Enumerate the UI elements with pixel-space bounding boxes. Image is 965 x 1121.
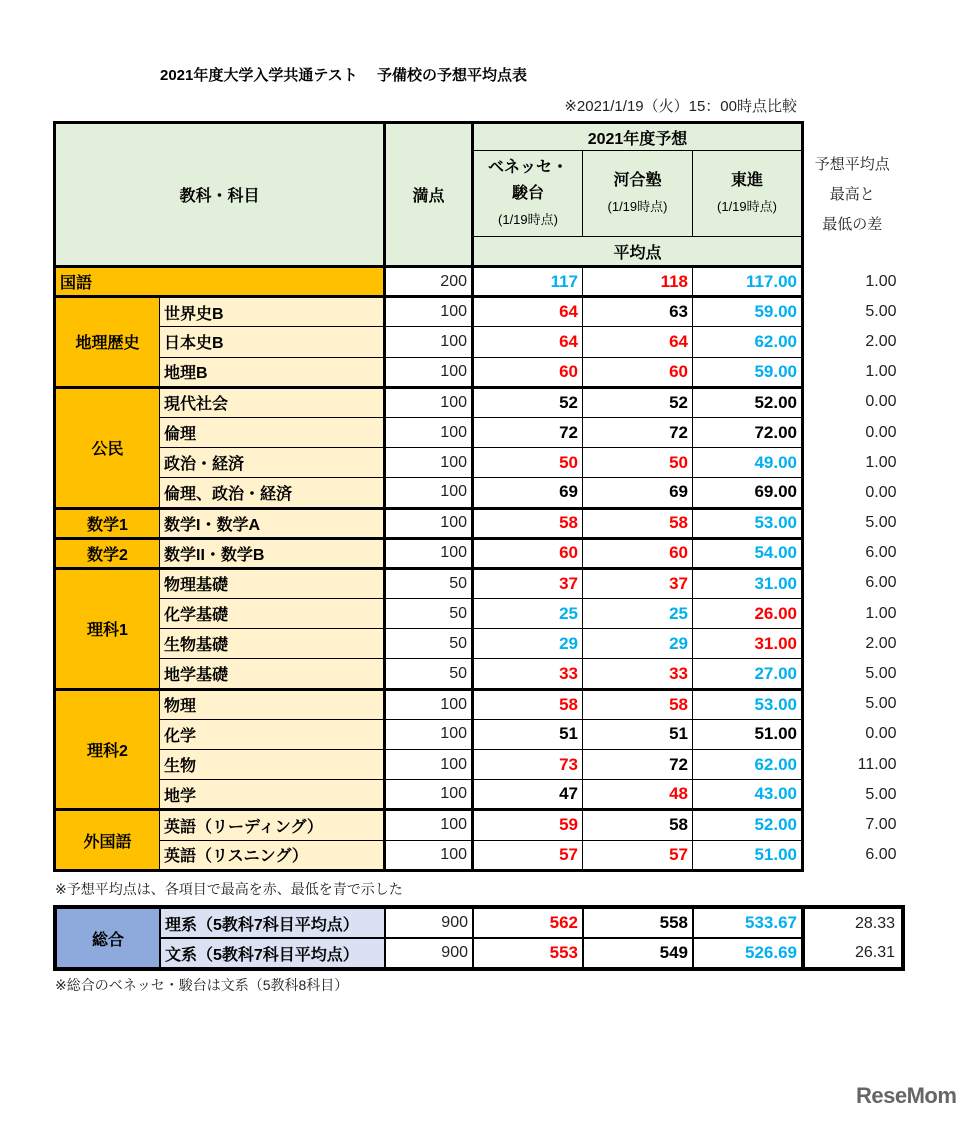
score-diff: 11.00 [803,750,903,780]
page-title: 2021年度大学入学共通テスト 予備校の予想平均点表 [160,67,527,84]
score-benesse: 69 [473,478,583,508]
score-kawai: 50 [583,448,693,478]
score-diff: 1.00 [803,448,903,478]
subject-label: 化学基礎 [160,599,385,629]
score-toshin: 72.00 [693,417,803,447]
score-kawai: 549 [583,938,693,969]
score-benesse: 64 [473,327,583,357]
score-kawai: 51 [583,719,693,749]
score-benesse: 73 [473,750,583,780]
score-benesse: 64 [473,297,583,327]
score-benesse: 60 [473,538,583,568]
table-row [55,719,903,749]
school-name: 駿台 [511,184,544,202]
full-score: 100 [385,810,473,840]
table-row [55,568,903,598]
subject-label: 化学 [160,719,385,749]
table-row [55,508,903,538]
table-row [55,840,903,870]
score-toshin: 31.00 [693,629,803,659]
score-toshin: 52.00 [693,810,803,840]
score-toshin: 53.00 [693,689,803,719]
score-diff: 2.00 [803,327,903,357]
subject-label: 倫理 [160,417,385,447]
subject-label: 数学II・数学B [160,538,385,568]
score-diff: 2.00 [803,629,903,659]
table-row [55,387,903,417]
header-school-toshin [693,151,803,237]
subject-label: 物理 [160,689,385,719]
score-toshin: 117.00 [693,267,803,297]
score-benesse: 60 [473,357,583,387]
header-forecast: 2021年度予想 [473,123,803,151]
score-diff: 0.00 [803,417,903,447]
header-diff [803,123,903,267]
score-toshin: 59.00 [693,297,803,327]
score-benesse: 29 [473,629,583,659]
score-toshin: 533.67 [693,907,803,938]
subject-label: 英語（リスニング） [160,840,385,870]
header-diff-line: 最低の差 [822,215,883,233]
score-benesse: 59 [473,810,583,840]
score-toshin: 26.00 [693,599,803,629]
school-date: (1/19時点) [717,198,777,214]
full-score: 50 [385,599,473,629]
score-kawai: 48 [583,780,693,810]
score-kawai: 60 [583,357,693,387]
score-benesse: 51 [473,719,583,749]
score-kawai: 558 [583,907,693,938]
full-score: 100 [385,357,473,387]
subject-label: 地学基礎 [160,659,385,689]
full-score: 100 [385,840,473,870]
score-diff: 5.00 [803,508,903,538]
subject-label: 生物 [160,750,385,780]
table-row [55,357,903,387]
group-label: 国語 [55,267,385,297]
score-toshin: 62.00 [693,750,803,780]
score-kawai: 58 [583,810,693,840]
score-kawai: 52 [583,387,693,417]
full-score: 50 [385,568,473,598]
summary-row [55,907,903,938]
subject-label: 倫理、政治・経済 [160,478,385,508]
full-score: 100 [385,417,473,447]
group-label: 理科1 [55,568,160,689]
subject-label: 地学 [160,780,385,810]
header-school-kawai [583,151,693,237]
full-score: 100 [385,387,473,417]
school-name: 河合塾 [613,171,662,189]
header-subject: 教科・科目 [55,123,385,267]
score-diff: 0.00 [803,387,903,417]
table-row [55,599,903,629]
group-label: 数学1 [55,508,160,538]
score-kawai: 72 [583,417,693,447]
full-score: 100 [385,297,473,327]
score-diff: 5.00 [803,297,903,327]
subject-label: 日本史B [160,327,385,357]
full-score: 100 [385,689,473,719]
score-toshin: 59.00 [693,357,803,387]
full-score: 100 [385,448,473,478]
score-diff: 6.00 [803,568,903,598]
score-benesse: 58 [473,508,583,538]
school-date: (1/19時点) [607,198,668,214]
group-label: 地理歴史 [55,297,160,388]
summary-table [53,905,905,971]
table-row [55,629,903,659]
score-benesse: 58 [473,689,583,719]
score-kawai: 63 [583,297,693,327]
full-score: 100 [385,478,473,508]
header-diff-line: 最高と [829,185,875,203]
table-row [55,297,903,327]
subject-label: 政治・経済 [160,448,385,478]
table-row [55,659,903,689]
score-diff: 5.00 [803,689,903,719]
school-date: (1/19時点) [498,211,558,227]
score-diff: 1.00 [803,357,903,387]
score-benesse: 57 [473,840,583,870]
full-score: 900 [385,907,473,938]
score-diff: 7.00 [803,810,903,840]
score-benesse: 50 [473,448,583,478]
score-kawai: 37 [583,568,693,598]
subject-label: 生物基礎 [160,629,385,659]
group-label: 外国語 [55,810,160,870]
score-kawai: 57 [583,840,693,870]
school-name: ベネッセ・ [487,158,568,176]
table-row [55,478,903,508]
full-score: 100 [385,538,473,568]
summary-label: 総合 [55,907,160,969]
full-score: 50 [385,659,473,689]
score-toshin: 43.00 [693,780,803,810]
full-score: 900 [385,938,473,969]
score-benesse: 25 [473,599,583,629]
score-benesse: 47 [473,780,583,810]
table-row [55,780,903,810]
score-kawai: 58 [583,689,693,719]
score-toshin: 52.00 [693,387,803,417]
score-kawai: 58 [583,508,693,538]
score-toshin: 526.69 [693,938,803,969]
full-score: 100 [385,508,473,538]
score-toshin: 51.00 [693,840,803,870]
school-name: 東進 [730,171,763,189]
score-benesse: 553 [473,938,583,969]
score-kawai: 60 [583,538,693,568]
score-diff: 1.00 [803,599,903,629]
header-average: 平均点 [473,237,803,267]
score-diff: 5.00 [803,780,903,810]
group-label: 数学2 [55,538,160,568]
score-diff: 0.00 [803,478,903,508]
table-row [55,327,903,357]
full-score: 100 [385,750,473,780]
group-label: 公民 [55,387,160,508]
full-score: 100 [385,780,473,810]
full-score: 200 [385,267,473,297]
score-diff: 5.00 [803,659,903,689]
summary-subject: 理系（5教科7科目平均点） [160,907,385,938]
score-toshin: 69.00 [693,478,803,508]
score-kawai: 64 [583,327,693,357]
score-diff: 0.00 [803,719,903,749]
color-note: ※予想平均点は、各項目で最高を赤、最低を青で示した [55,881,403,897]
score-benesse: 52 [473,387,583,417]
score-toshin: 62.00 [693,327,803,357]
score-toshin: 27.00 [693,659,803,689]
score-toshin: 31.00 [693,568,803,598]
table-row [55,750,903,780]
score-toshin: 51.00 [693,719,803,749]
table-row [55,267,903,297]
score-diff: 6.00 [803,538,903,568]
score-kawai: 33 [583,659,693,689]
subject-label: 英語（リーディング） [160,810,385,840]
score-toshin: 53.00 [693,508,803,538]
resemom-logo: ReseMom [856,1083,957,1108]
score-benesse: 72 [473,417,583,447]
score-benesse: 37 [473,568,583,598]
header-school-benesse [473,151,583,237]
table-row [55,689,903,719]
table-row [55,417,903,447]
score-toshin: 49.00 [693,448,803,478]
header-diff-line: 予想平均点 [814,155,890,173]
table-row [55,448,903,478]
subject-label: 現代社会 [160,387,385,417]
score-kawai: 72 [583,750,693,780]
score-benesse: 562 [473,907,583,938]
subject-label: 世界史B [160,297,385,327]
score-diff: 26.31 [803,938,903,969]
summary-subject: 文系（5教科7科目平均点） [160,938,385,969]
subject-label: 物理基礎 [160,568,385,598]
score-benesse: 33 [473,659,583,689]
score-table [53,121,903,872]
score-kawai: 118 [583,267,693,297]
full-score: 50 [385,629,473,659]
summary-row [55,938,903,969]
score-kawai: 29 [583,629,693,659]
score-diff: 6.00 [803,840,903,870]
score-toshin: 54.00 [693,538,803,568]
subject-label: 数学I・数学A [160,508,385,538]
full-score: 100 [385,327,473,357]
summary-note: ※総合のベネッセ・駿台は文系（5教科8科目） [55,977,349,993]
score-diff: 1.00 [803,267,903,297]
subject-label: 地理B [160,357,385,387]
full-score: 100 [385,719,473,749]
score-diff: 28.33 [803,907,903,938]
header-full-score: 満点 [385,123,473,267]
group-label: 理科2 [55,689,160,810]
score-kawai: 69 [583,478,693,508]
comparison-timestamp: ※2021/1/19（火）15：00時点比較 [564,98,797,115]
score-benesse: 117 [473,267,583,297]
table-row [55,810,903,840]
score-kawai: 25 [583,599,693,629]
table-row [55,538,903,568]
